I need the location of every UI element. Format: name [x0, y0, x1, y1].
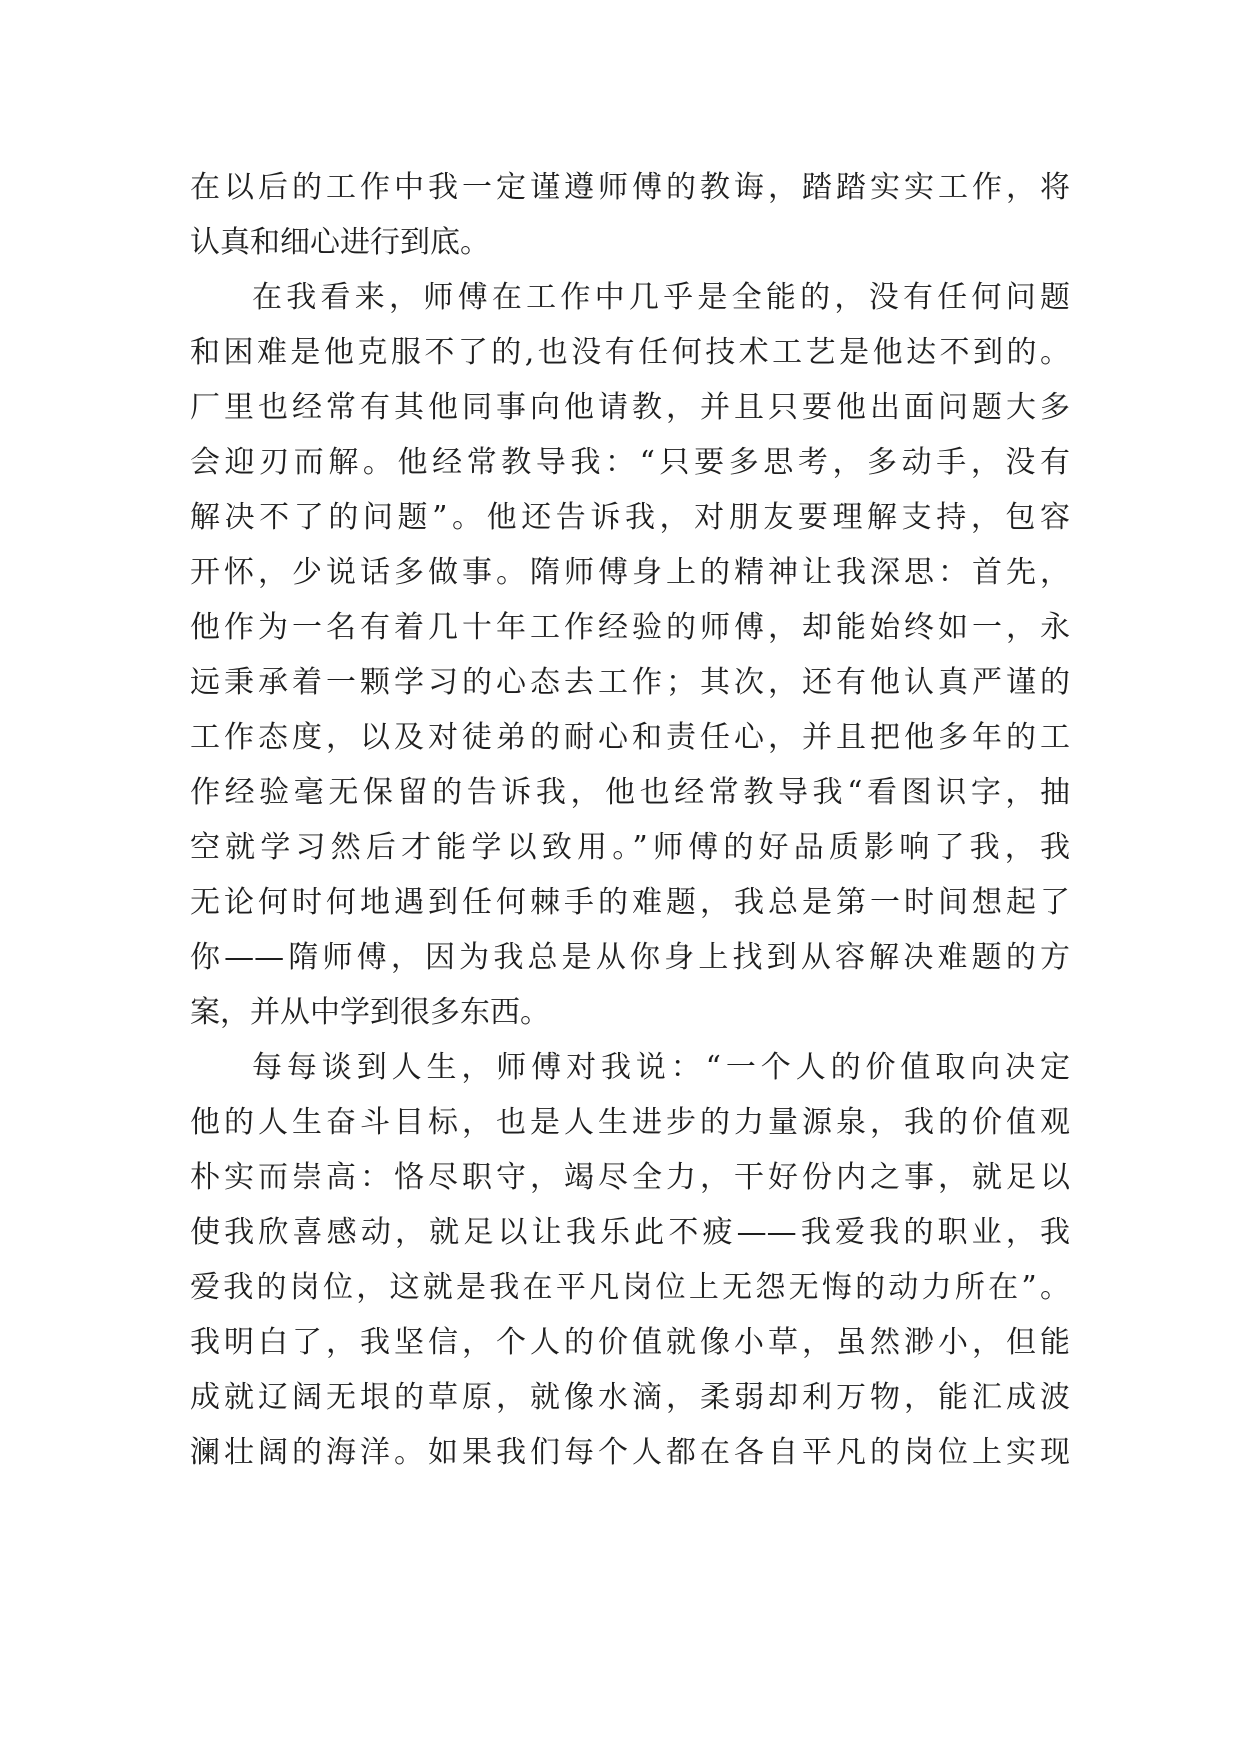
- text-line: 无论何时何地遇到任何棘手的难题，我总是第一时间想起了: [190, 885, 1070, 920]
- text-line: 你——隋师傅，因为我总是从你身上找到从容解决难题的方: [190, 940, 1070, 975]
- text-line: 澜壮阔的海洋。如果我们每个人都在各自平凡的岗位上实现: [190, 1435, 1070, 1470]
- text-line: 会迎刃而解。他经常教导我：“只要多思考，多动手，没有: [190, 445, 1070, 480]
- body-text: [190, 160, 1070, 1480]
- text-line: 我明白了，我坚信，个人的价值就像小草，虽然渺小，但能: [190, 1325, 1070, 1360]
- text-line: 在以后的工作中我一定谨遵师傅的教诲，踏踏实实工作，将: [190, 170, 1070, 205]
- text-line: 工作态度，以及对徒弟的耐心和责任心，并且把他多年的工: [190, 720, 1070, 755]
- paragraph-start-line: 在我看来，师傅在工作中几乎是全能的，没有任何问题: [252, 280, 1070, 315]
- paragraph-start-line: 每每谈到人生，师傅对我说：“一个人的价值取向决定: [252, 1050, 1070, 1085]
- text-line: 远秉承着一颗学习的心态去工作；其次，还有他认真严谨的: [190, 665, 1070, 700]
- text-line: 厂里也经常有其他同事向他请教，并且只要他出面问题大多: [190, 390, 1070, 425]
- text-line: 和困难是他克服不了的,也没有任何技术工艺是他达不到的。: [190, 335, 1070, 370]
- text-line: 案，并从中学到很多东西。: [190, 995, 550, 1030]
- text-line: 他的人生奋斗目标，也是人生进步的力量源泉，我的价值观: [190, 1105, 1070, 1140]
- text-line: 解决不了的问题”。他还告诉我，对朋友要理解支持，包容: [190, 500, 1070, 535]
- text-line: 使我欣喜感动，就足以让我乐此不疲——我爱我的职业，我: [190, 1215, 1070, 1250]
- text-line: 开怀，少说话多做事。隋师傅身上的精神让我深思：首先，: [190, 555, 1070, 590]
- text-line: 成就辽阔无垠的草原，就像水滴，柔弱却利万物，能汇成波: [190, 1380, 1070, 1415]
- text-line: 作经验毫无保留的告诉我，他也经常教导我“看图识字，抽: [190, 775, 1070, 810]
- text-line: 朴实而崇高：恪尽职守，竭尽全力，干好份内之事，就足以: [190, 1160, 1070, 1195]
- text-line: 空就学习然后才能学以致用。”师傅的好品质影响了我，我: [190, 830, 1070, 865]
- text-line: 他作为一名有着几十年工作经验的师傅，却能始终如一，永: [190, 610, 1070, 645]
- text-line: 爱我的岗位，这就是我在平凡岗位上无怨无悔的动力所在”。: [190, 1270, 1070, 1305]
- text-line: 认真和细心进行到底。: [190, 225, 490, 260]
